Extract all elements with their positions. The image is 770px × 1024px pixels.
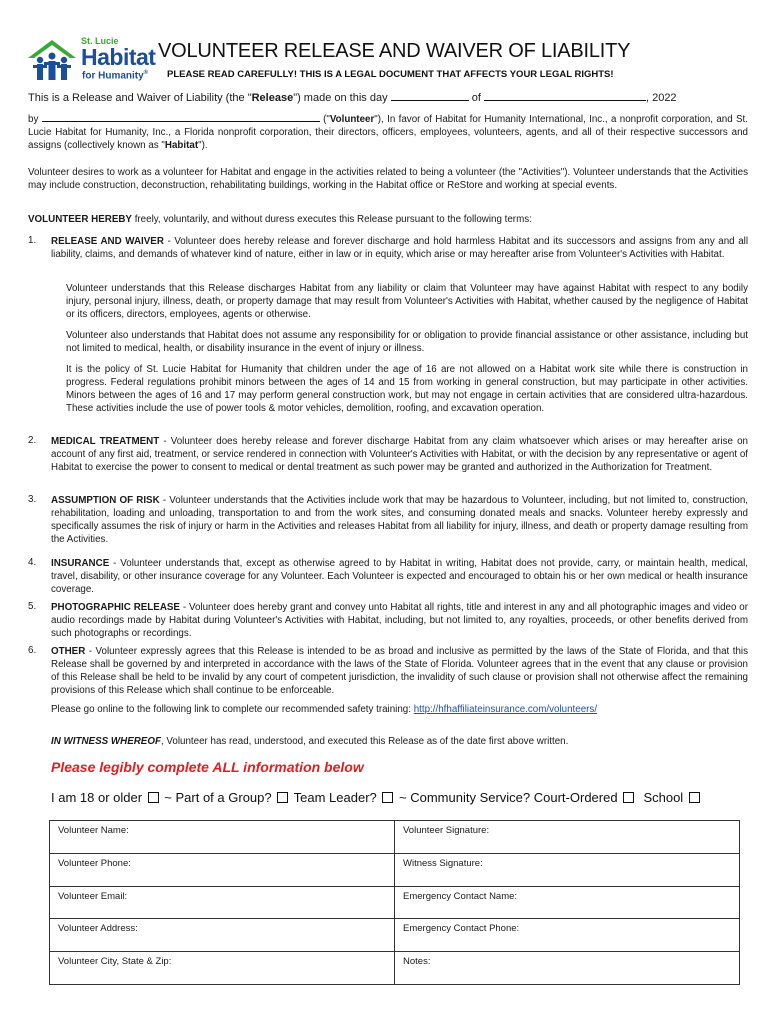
witness-signature-field[interactable]: Witness Signature: [395, 853, 740, 886]
day-blank[interactable] [391, 90, 469, 101]
item-5-photographic-release: PHOTOGRAPHIC RELEASE - Volunteer does hereby grant and convey unto Habitat all rights, title and interest in any and all photographic images and video or audio recordings made by Habitat during Volunteer's Activities with Habitat, including, but not limited to, any royalties, proceeds, or other benefits derived from such photographs or recordings. [51, 602, 749, 639]
habitat-logo [26, 36, 160, 86]
emergency-contact-name-field[interactable]: Emergency Contact Name: [395, 886, 740, 919]
volunteer-options-line: I am 18 or older ~ Part of a Group? Team Leader? ~ Community Service? Court-Ordered School [51, 790, 702, 805]
volunteer-phone-field[interactable]: Volunteer Phone: [50, 853, 395, 886]
volunteer-city-state-zip-field[interactable]: Volunteer City, State & Zip: [50, 952, 395, 985]
item-3-number: 3. [28, 494, 37, 505]
court-ordered-checkbox[interactable] [623, 792, 634, 803]
month-blank[interactable] [484, 90, 646, 101]
item-6-other: OTHER - Volunteer expressly agrees that this Release is intended to be as broad and inclusive as permitted by the laws of the State of Florida, and that this Release shall be governed by and interpreted in accordance with the laws of the State of Florida. Volunteer agrees that in the event that any clause or provision of this Release shall be held to be invalid by any court of competent jurisdiction, the invalidity of such clause or provision shall not otherwise affect the remaining provisions of this Release which shall continue to be enforceable. [51, 646, 748, 696]
item-6-number: 6. [28, 645, 37, 656]
item-1-number: 1. [28, 235, 37, 246]
school-checkbox[interactable] [689, 792, 700, 803]
age-18-checkbox[interactable] [148, 792, 159, 803]
item-1-release-waiver: RELEASE AND WAIVER - Volunteer does hereby release and forever discharge and hold harmless Habitat and its successors and assigns from any and all liability, claims, and demands of whatever kind of nature, either in law or in equity, which arise or may hereafter arise from Volunteer's Activities with Habitat. [51, 236, 748, 260]
table-row [50, 853, 740, 886]
emergency-contact-phone-field[interactable]: Emergency Contact Phone: [395, 919, 740, 952]
complete-info-warning: Please legibly complete ALL information below [51, 759, 364, 775]
activities-paragraph: Volunteer desires to work as a volunteer for Habitat and engage in the activities related to being a volunteer (the "Activities"). Volunteer understands that the Activities may include construction, deconstruction, rehabilitating buildings, working in the Habitat office or ReStore and working at special events. [28, 167, 748, 191]
volunteer-name-field[interactable]: Volunteer Name: [50, 821, 395, 854]
volunteer-email-field[interactable]: Volunteer Email: [50, 886, 395, 919]
table-row [50, 886, 740, 919]
page-title: VOLUNTEER RELEASE AND WAIVER OF LIABILITY [158, 40, 631, 62]
item-3-assumption-of-risk: ASSUMPTION OF RISK - Volunteer understands that the Activities include work that may be hazardous to Volunteer, including, but not limited to, construction, rehabilitation, loading and unloading, transportation to and from the work sites, and consuming donated meals and snacks. Volunteer hereby expressly and specifically assumes the risk of injury or harm in the Activities and releases Habitat from all liability for injury, illness, and death or property damage resulting from the Activities. [51, 495, 748, 545]
table-row [50, 821, 740, 854]
item-2-medical-treatment: MEDICAL TREATMENT - Volunteer does hereby release and forever discharge Habitat from any claim whatsoever which arises or may hereafter arise on account of any first aid, treatment, or service rendered in connection with Volunteer's Activities with Habitat, or with the decision by any representative or agent of Habitat to exercise the power to consent to medical or dental treatment as such power may be granted and authorized in the Authorization for Treatment. [51, 436, 748, 473]
part-of-group-checkbox[interactable] [277, 792, 288, 803]
notes-field[interactable]: Notes: [395, 952, 740, 985]
safety-training-line: Please go online to the following link to complete our recommended safety training: http://hfhaffiliateinsurance.com/volunteers/ [51, 704, 598, 715]
safety-training-link[interactable]: http://hfhaffiliateinsurance.com/volunteers/ [413, 704, 598, 715]
logo-habitat: Habitat [81, 44, 156, 70]
item-1-sub-2: Volunteer also understands that Habitat does not assume any responsibility for or obligation to provide financial assistance or other assistance, including but not limited to medical, health, or disability insurance in the event of injury or illness. [66, 330, 748, 354]
hereby-paragraph: VOLUNTEER HEREBY freely, voluntarily, and without duress executes this Release pursuant to the following terms: [28, 214, 532, 225]
volunteer-signature-field[interactable]: Volunteer Signature: [395, 821, 740, 854]
page-subtitle: PLEASE READ CAREFULLY! THIS IS A LEGAL DOCUMENT THAT AFFECTS YOUR LEGAL RIGHTS! [167, 69, 614, 80]
item-4-insurance: INSURANCE - Volunteer understands that, except as otherwise agreed to by Habitat in writing, Habitat does not provide, carry, or maintain health, medical, travel, disability, or other insurance coverage for any Volunteer. Each Volunteer is expected and encouraged to obtain his or her own medical or health insurance coverage. [51, 558, 748, 595]
intro-date-line: This is a Release and Waiver of Liability (the "Release") made on this day of , 2022 [28, 92, 677, 104]
item-5-number: 5. [28, 601, 37, 612]
item-1-sub-3: It is the policy of St. Lucie Habitat for Humanity that children under the age of 16 are not allowed on a Habitat work site while there is construction in progress. Federal regulations prohibit minors between the ages of 14 and 15 from working in general construction, but may participate in other activities. Minors between the ages of 16 and 17 may perform general construction work, but may not engage in certain activities that are considered ultra-hazardous. These activities include the use of power tools & motor vehicles, demolition, roofing, and excavation operation. [66, 364, 748, 414]
intro-paragraph: by ("Volunteer"), In favor of Habitat for Humanity International, Inc., a nonprofit corporation, and St. Lucie Habitat for Humanity, Inc., a Florida nonprofit corporation, their directors, officers, employees, volunteers, agents, and all of their respective successors and assigns (collectively known as "Habitat"). [28, 111, 748, 152]
volunteer-address-field[interactable]: Volunteer Address: [50, 919, 395, 952]
item-4-number: 4. [28, 557, 37, 568]
volunteer-info-table [49, 820, 740, 985]
logo-for-humanity: for Humanity® [82, 70, 149, 82]
table-row [50, 952, 740, 985]
item-1-sub-1: Volunteer understands that this Release discharges Habitat from any liability or claim that Volunteer may have against Habitat with respect to any bodily injury, personal injury, illness, death, or property damage that may result from Volunteer's Activities with Habitat, whether caused by the negligence of Habitat or its officers, directors, employees, agents or otherwise. [66, 283, 748, 320]
volunteer-name-blank[interactable] [42, 111, 320, 122]
item-2-number: 2. [28, 435, 37, 446]
logo-st-lucie: St. Lucie [81, 36, 119, 46]
witness-line: IN WITNESS WHEREOF, Volunteer has read, understood, and executed this Release as of the date first above written. [51, 736, 569, 747]
people-logo-icon [26, 36, 82, 86]
team-leader-checkbox[interactable] [382, 792, 393, 803]
table-row [50, 919, 740, 952]
